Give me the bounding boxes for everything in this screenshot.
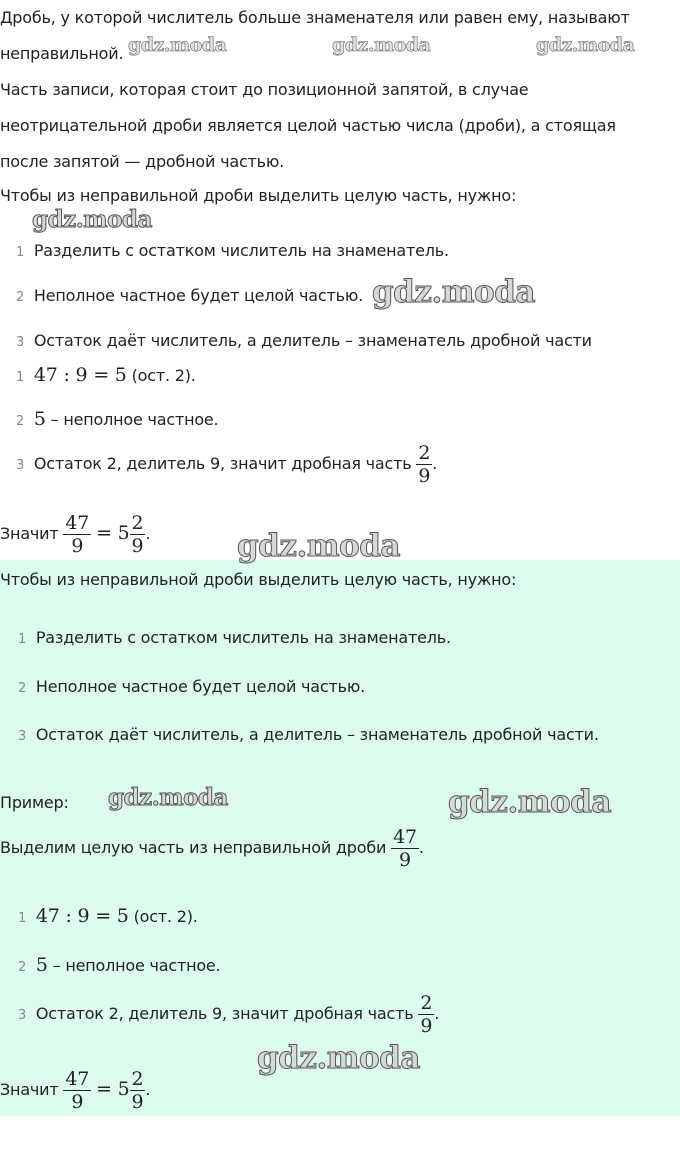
fraction: $\frac{47}{9}$ (65, 512, 90, 557)
list-item: 1 47 : 9 = 5 (ост. 2). (18, 905, 198, 927)
fraction: $\frac{2}{9}$ (131, 512, 144, 557)
intro-line-2: неправильной. (0, 44, 124, 63)
watermark: gdz.moda (108, 784, 228, 811)
example-intro: Выделим целую часть из неправильной дроби $\frac{47}{9}$ . (0, 826, 424, 871)
list-item: 3 Остаток 2, делитель 9, значит дробная часть $\frac{2}{9}$ . (18, 992, 440, 1037)
fraction: $\frac{2}{9}$ (420, 992, 433, 1037)
watermark: gdz.moda (237, 528, 400, 564)
section2-heading: Чтобы из неправильной дроби выделить целую часть, нужно: (0, 570, 517, 589)
result-line: Значит $\frac{47}{9}$ = 5 $\frac{2}{9}$ . (0, 512, 151, 557)
list-item: 2 5 – неполное частное. (18, 954, 221, 976)
watermark: gdz.moda (448, 784, 611, 820)
fraction: $\frac{2}{9}$ (418, 442, 431, 487)
fraction: $\frac{47}{9}$ (393, 826, 417, 871)
watermark: gdz.moda (32, 206, 152, 233)
list-item: 2 Неполное частное будет целой частью. (16, 286, 363, 305)
list-item: 3 Остаток 2, делитель 9, значит дробная часть $\frac{2}{9}$ . (16, 442, 438, 487)
watermark: gdz.moda (257, 1040, 420, 1076)
fraction: $\frac{2}{9}$ (131, 1068, 144, 1113)
example-label: Пример: (0, 793, 69, 812)
watermark: gdz.moda (332, 34, 431, 56)
section1-heading: Чтобы из неправильной дроби выделить целую часть, нужно: (0, 186, 517, 205)
list-item: 1 Разделить с остатком числитель на знаменатель. (16, 241, 449, 260)
intro-line-4: неотрицательной дроби является целой частью числа (дроби), а стоящая (0, 116, 616, 135)
intro-line-1: Дробь, у которой числитель больше знаменателя или равен ему, называют (0, 8, 630, 27)
list-item: 2 5 – неполное частное. (16, 408, 219, 430)
list-item: 3 Остаток даёт числитель, а делитель – знаменатель дробной части (16, 331, 592, 350)
watermark: gdz.moda (536, 34, 635, 56)
list-item: 1 Разделить с остатком числитель на знаменатель. (18, 628, 451, 647)
intro-line-3: Часть записи, которая стоит до позиционной запятой, в случае (0, 80, 529, 99)
result-line: Значит $\frac{47}{9}$ = 5 $\frac{2}{9}$ . (0, 1068, 151, 1113)
watermark: gdz.moda (372, 274, 535, 310)
list-item: 3 Остаток даёт числитель, а делитель – знаменатель дробной части. (18, 725, 599, 744)
fraction: $\frac{47}{9}$ (65, 1068, 90, 1113)
intro-line-5: после запятой — дробной частью. (0, 152, 285, 171)
watermark: gdz.moda (128, 34, 227, 56)
list-item: 2 Неполное частное будет целой частью. (18, 677, 365, 696)
list-item: 1 47 : 9 = 5 (ост. 2). (16, 364, 196, 386)
